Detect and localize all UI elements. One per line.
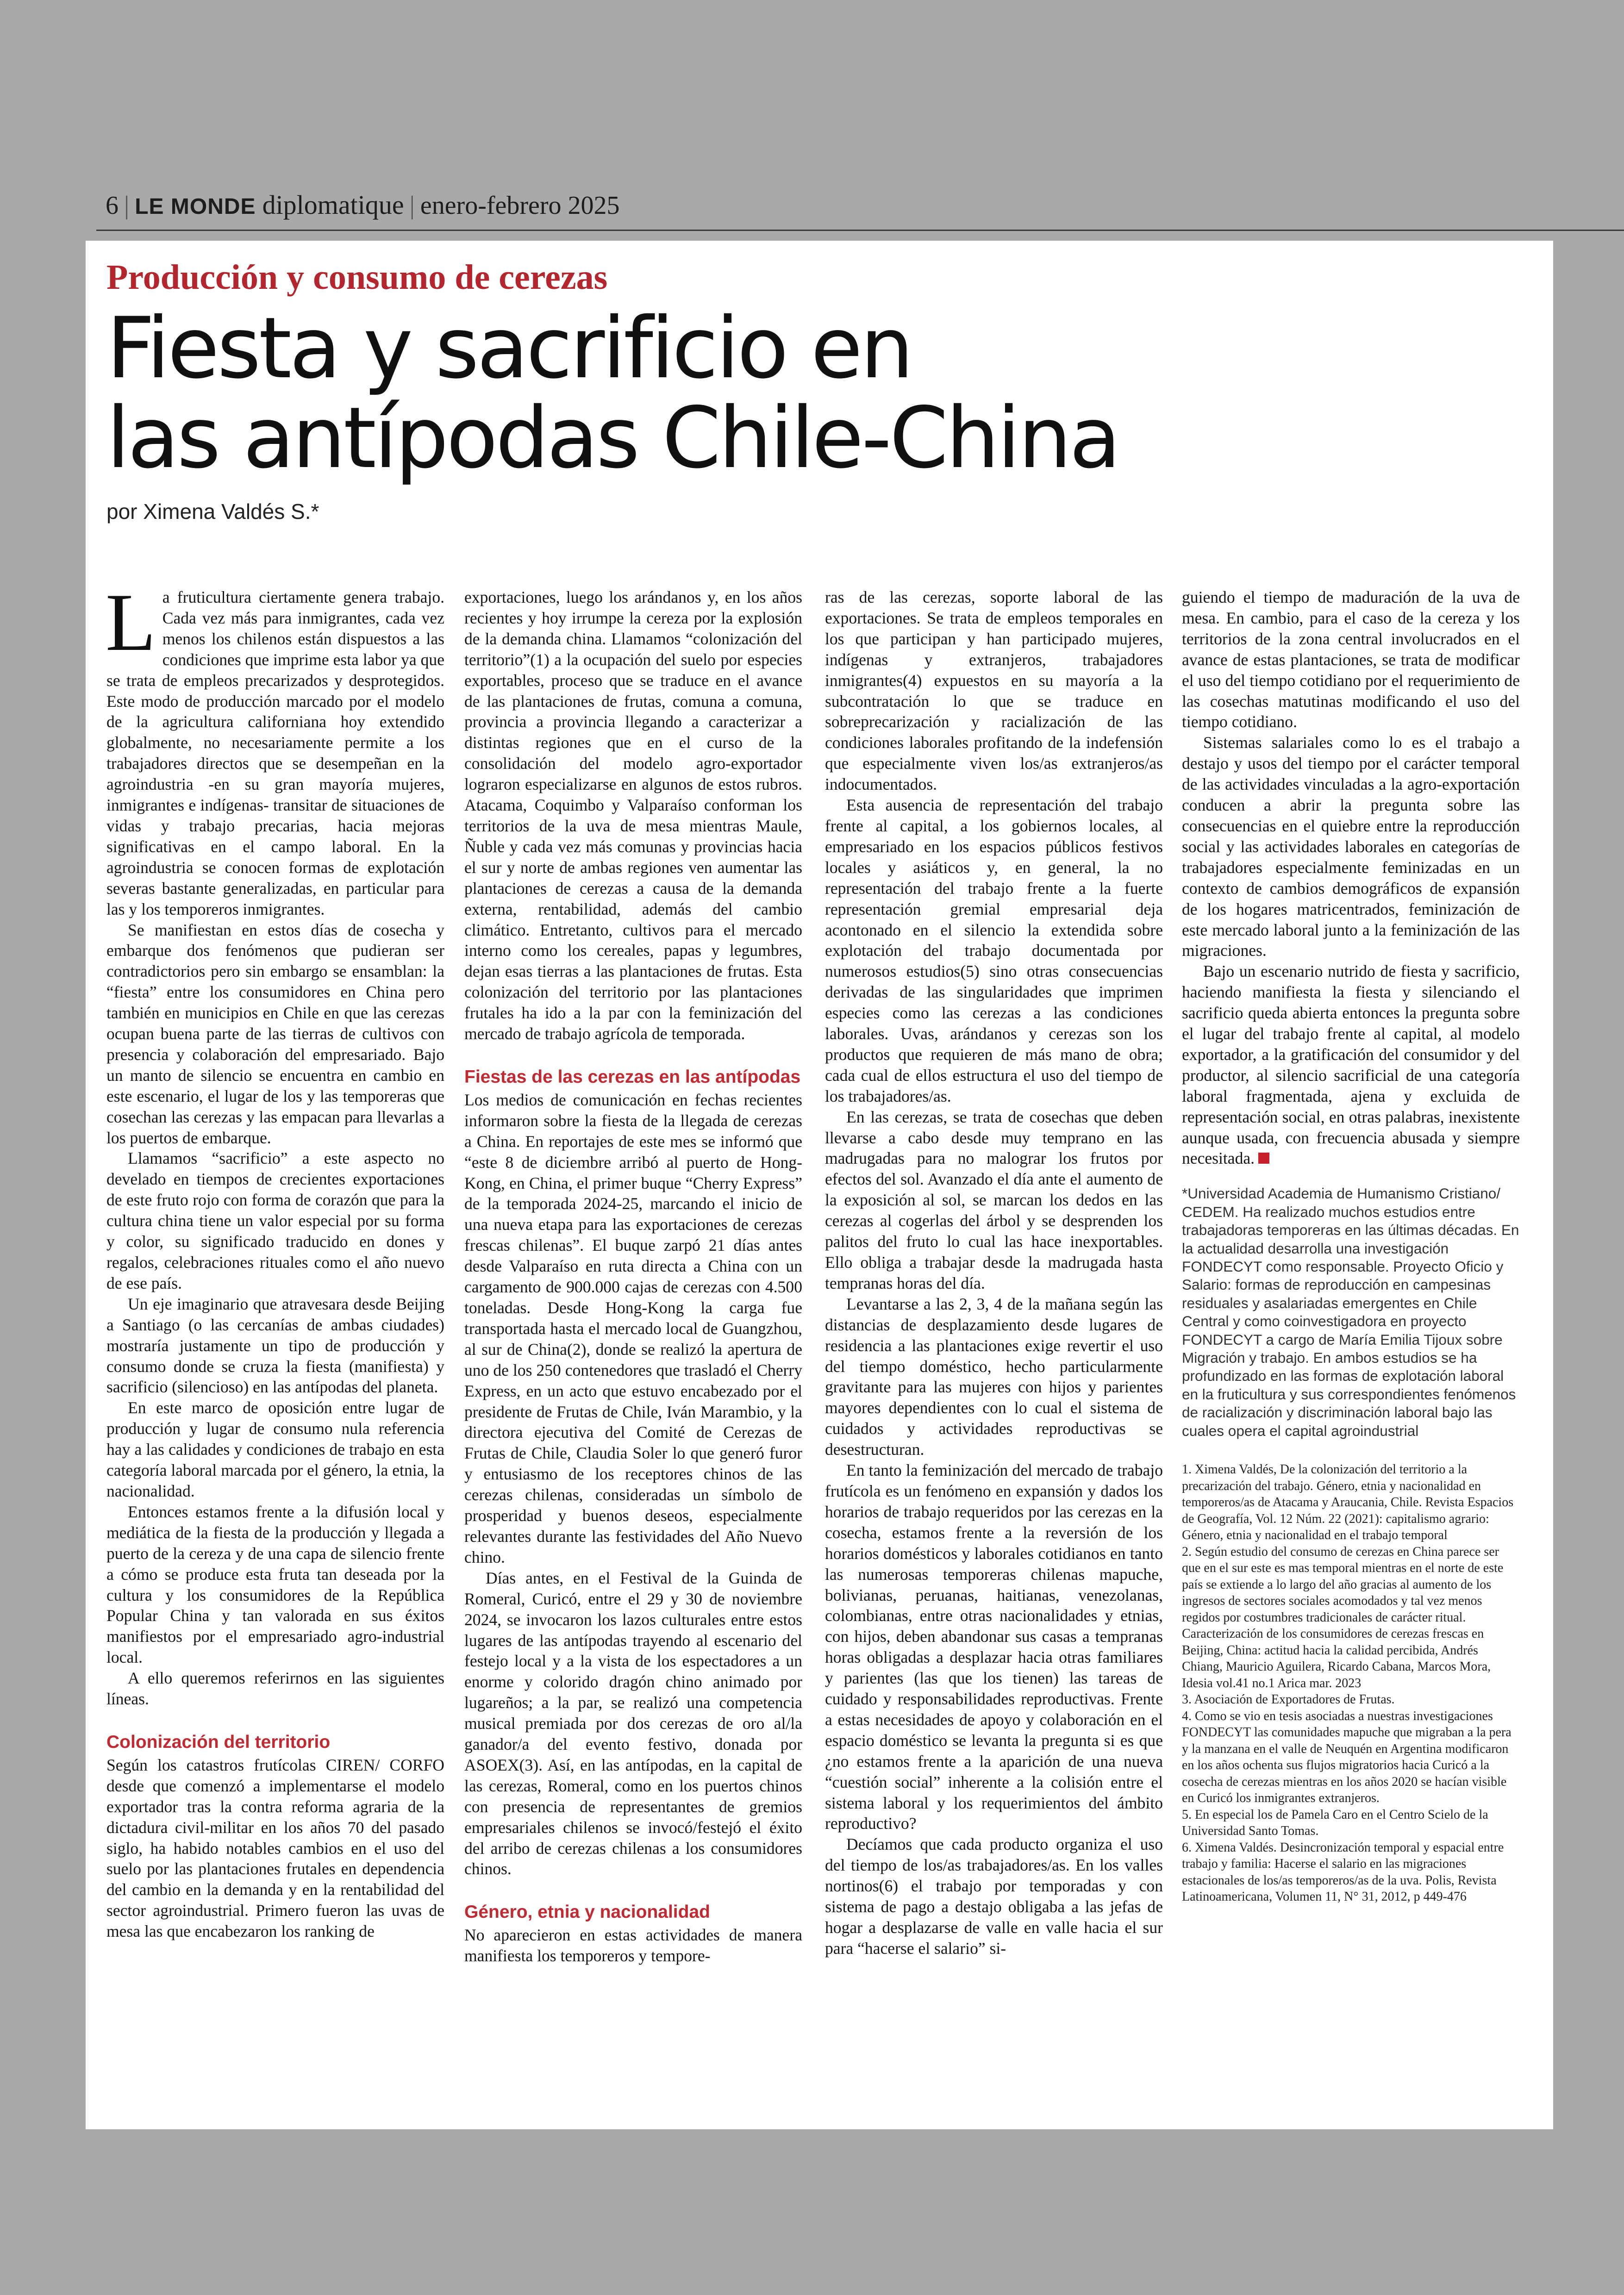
paragraph: Esta ausencia de representación del trabajo frente al capital, a los gobiernos locales, al empresariado en los espacios públicos festivos locales y asiáticos y, en general, la no representación del trabajo frente a la fuerte representación gremial empresarial deja acontonado en el silencio la extendida sobre explotación del trabajo documentada por numerosos estudios(5) sino otras consecuencias derivadas de las singularidades que imprimen especies como las cerezas a las condiciones laborales. Uvas, arándanos y cerezas son los productos que requieren de más mano de obra; cada cual de ellos estructura el uso del tiempo de los trabajadores/as. [825, 796, 1163, 1105]
paragraph: Levantarse a las 2, 3, 4 de la mañana según las distancias de desplazamiento desde lugares de residencia a las plantaciones exige revertir el uso del tiempo doméstico, hecho particularmente gravitante para las mujeres con hijos y parientes mayores dependientes con lo cual el sistema de cuidados y actividades reproductivas se desestructuran. [825, 1294, 1163, 1459]
masthead-brand-suffix: diplomatique [262, 190, 404, 220]
paragraph: Sistemas salariales como lo es el trabajo a destajo y usos del tiempo por el carácter temporal de las actividades vinculadas a la agro-exportación conducen a abrir la pregunta sobre las consecuencias en el quiebre entre la reproducción social y las actividades laborales en categorías de trabajadores especialmente feminizadas en un contexto de cambios demográficos de expansión de los hogares matricentrados, feminización de este mercado laboral junto a la feminización de las migraciones. [1182, 733, 1520, 960]
paragraph: En este marco de oposición entre lugar de producción y lugar de consumo nula referencia hay a las calidades y condiciones de trabajo en esta categoría laboral marcada por el género, la etnia, la nacionalidad. [106, 1398, 444, 1500]
paragraph: ras de las cerezas, soporte laboral de las exportaciones. Se trata de empleos temporales en los que participan y han participado mujeres, indígenas y extranjeros, trabajadores inmigrantes(4) expuestos en su mayoría a la subcontratación lo que se traduce en sobreprecarización y racialización de las condiciones laborales profitando de la indefensión que especialmente viven los/as extranjeros/as indocumentados. [825, 588, 1163, 794]
article-column-3 [825, 587, 1163, 1959]
issue-date: enero-febrero 2025 [420, 191, 620, 220]
footnote: 2. Según estudio del consumo de cerezas en China parece ser que en el sur este es mas temporal mientras en el norte de este país se extiende a lo largo del año gracias al aumento de los ingresos de sectores sociales acomodados y tal vez menos regidos por costumbres tradicionales de carácter ritual. Caracterización de los consumidores de cerezas frescas en Beijing, China: actitud hacia la calidad percibida, Andrés Chiang, Mauricio Aguilera, Ricardo Cabana, Marcos Mora, Idesia vol.41 no.1 Arica mar. 2023 [1182, 1544, 1504, 1690]
paragraph: Días antes, en el Festival de la Guinda de Romeral, Curicó, entre el 29 y 30 de noviembre 2024, se invocaron los lazos culturales entre estos lugares de las antípodas trayendo al escenario del festejo local y a la vista de los espectadores a un enorme y colorido dragón chino animado por lugareños; a la par, se realizó una competencia musical premiada por dos cerezas de oro al/la ganador/a del evento festivo, donada por ASOEX(3). Así, en las antípodas, en la capital de las cerezas, Romeral, como en los puertos chinos con presencia de representantes de gremios empresariales chilenos se invocó/festejó el éxito del arribo de cerezas chilenas a los consumidores chinos. [464, 1568, 802, 1878]
section-subheading: Género, etnia y nacionalidad [464, 1902, 710, 1922]
article-title [106, 299, 1119, 487]
masthead-separator: | [409, 191, 415, 220]
article-title-line-2: las antípodas Chile-China [106, 389, 1119, 487]
paragraph: No aparecieron en estas actividades de manera manifiesta los temporeros y tempore- [464, 1926, 802, 1965]
masthead [106, 189, 620, 223]
section-subheading: Colonización del territorio [106, 1732, 331, 1752]
footnote: 3. Asociación de Exportadores de Frutas. [1182, 1692, 1395, 1707]
paragraph [1182, 961, 1520, 1169]
paragraph-text: Bajo un escenario nutrido de fiesta y sacrificio, haciendo manifiesta la fiesta y silenciando el sacrificio queda abierta entonces la pregunta sobre el lugar del trabajo frente al capital, al modelo exportador, a la gratificación del consumidor y del productor, al silencio sacrificial de una categoría laboral fragmentada, ajena y excluida de representación social, en otras palabras, inexistente aunque usada, con frecuencia abusada y siempre necesitada. [1182, 962, 1520, 1168]
paragraph: Decíamos que cada producto organiza el uso del tiempo de los/as trabajadores/as. En los valles nortinos(6) el trabajo por temporadas y con sistema de pago a destajo obligaba a las jefas de hogar a desplazarse de valle en valle hacia el sur para “hacerse el salario” si- [825, 1835, 1163, 1958]
paragraph: guiendo el tiempo de maduración de la uva de mesa. En cambio, para el caso de la cereza y los territorios de la zona central involucrados en el avance de estas plantaciones, se trata de modificar el uso del tiempo cotidiano por el requerimiento de las cosechas matutinas modificando el uso del tiempo cotidiano. [1182, 588, 1520, 731]
page-number: 6 [106, 191, 119, 220]
paragraph: Se manifiestan en estos días de cosecha y embarque dos fenómenos que pudieran ser contradictorios pero sin embargo se ensamblan: la “fiesta” entre los consumidores en China pero también en municipios en Chile en que las cerezas ocupan buena parte de las tierras de cultivos con presencia y colaboración del empresariado. Bajo un manto de silencio se encuentra en cambio en este escenario, el lugar de los y las temporeras que cosechan las cerezas y las empacan para llevarlas a los puertos de embarque. [106, 920, 444, 1147]
footnote: 6. Ximena Valdés. Desincronización temporal y espacial entre trabajo y familia: Hacerse el salario en las migraciones estacionales de los/as temporeros/as de la uva. Polis, Revista Latinoamericana, Volumen 11, N° 31, 2012, p 449-476 [1182, 1840, 1504, 1904]
article-column-1 [106, 576, 444, 1942]
paragraph: En tanto la feminización del mercado de trabajo frutícola es un fenómeno en expansión y dados los horarios de trabajo requeridos por las cerezas en la cosecha, estamos frente a la reversión de los horarios domésticos y laborales cotidianos en tanto las numerosas temporeras chilenas mapuche, bolivianas, peruanas, haitianas, venezolanas, colombianas, entre otras nacionalidades y etnias, con hijos, deben abandonar sus casas a tempranas horas obligadas a desplazar hacia otras familiares y parientes (las que los tienen) las tareas de cuidado y responsabilidades reproductivas. Frente a estas necesidades de apoyo y colaboración en el espacio doméstico se levanta la pregunta si es que ¿no estamos frente a la aparición de una nueva “cuestión social” inherente a la colisión entre el sistema laboral y los requerimientos del ámbito reproductivo? [825, 1461, 1163, 1833]
footnotes [1182, 1461, 1520, 1905]
paragraph: exportaciones, luego los arándanos y, en los años recientes y hoy irrumpe la cereza por la explosión de la demanda china. Llamamos “colonización del territorio”(1) a la ocupación del suelo por especies exportables, proceso que se traduce en el avance de las plantaciones de frutas, comuna a comuna, provincia a provincia llegando a caracterizar a distintas regiones que en el curso de la consolidación del modelo agro-exportador lograron especializarse en algunos de estos rubros. Atacama, Coquimbo y Valparaíso conforman los territorios de la uva de mesa mientras Maule, Ñuble y cada vez más comunas y provincias hacia el sur y norte de ambas regiones ven aumentar las plantaciones de cerezas a causa de la demanda externa, rentabilidad, además del cambio climático. Entretanto, cultivos para el mercado interno como los cereales, papas y legumbres, dejan esas tierras a las plantaciones de frutas. Esta colonización del territorio por las plantaciones frutales ha ido a la par con la feminización del mercado de trabajo agrícola de temporada. [464, 588, 802, 1043]
article-column-2 [464, 587, 802, 1966]
paragraph-text: a fruticultura ciertamente genera trabajo. Cada vez más para inmigrantes, cada vez menos los chilenos están dispuestos a las condiciones que imprime esta labor ya que se trata de empleos precarizados y desprotegidos. Este modo de producción marcado por el modelo de la agricultura californiana hoy extendido globalmente, no necesariamente permite a los trabajadores directos que se desempeñan en la agroindustria -en su gran mayoría mujeres, inmigrantes e indígenas- transitar de situaciones de vidas y trabajo precarias, hacia mejoras significativas en el campo laboral. En la agroindustria se conocen formas de explotación severas bastante generalizadas, en particular para las y los temporeros inmigrantes. [106, 588, 444, 918]
masthead-separator: | [124, 191, 130, 220]
paragraph: A ello queremos referirnos en las siguientes líneas. [106, 1669, 444, 1709]
drop-cap: L [106, 576, 156, 668]
paragraph: Los medios de comunicación en fechas recientes informaron sobre la fiesta de la llegada de cerezas a China. En reportajes de este mes se informó que “este 8 de diciembre arribó al puerto de Hong-Kong, en China, el primer buque “Cherry Express” de la temporada 2024-25, marcando el inicio de una nueva etapa para las exportaciones de cerezas frescas chilenas”. El buque zarpó 21 días antes desde Valparaíso en ruta directa a China con un cargamento de 900.000 cajas de cerezas con 4.500 toneladas. Desde Hong-Kong la carga fue transportada hasta el mercado local de Guangzhou, al sur de China(2), donde se realizó la apertura de uno de los 250 contenedores que trasladó el Cherry Express, en un acto que estuvo encabezado por el presidente de Frutas de Chile, Iván Marambio, y la directora ejecutiva del Comité de Cerezas de Frutas de Chile, Claudia Soler lo que generó furor y entusiasmo de los receptores chinos de las cerezas chilenas, consideradas un símbolo de prosperidad y buenos deseos, especialmente relevantes durante las festividades del Año Nuevo chino. [464, 1090, 802, 1566]
paragraph [106, 576, 444, 920]
footnote: 5. En especial los de Pamela Caro en el Centro Scielo de la Universidad Santo Tomas. [1182, 1807, 1488, 1839]
paragraph: Un eje imaginario que atravesara desde Beijing a Santiago (o las cercanías de ambas ciudades) mostraría justamente un tipo de producción y consumo donde se cruza la fiesta (manifiesta) y sacrificio (silencioso) en las antípodas del planeta. [106, 1294, 444, 1397]
paragraph: Entonces estamos frente a la difusión local y mediática de la fiesta de la producción y llegada a puerto de la cereza y de una capa de silencio frente a cómo se produce esta fruta tan deseada por la cultura y los consumidores de la República Popular China y tan valorada en sus éxitos manifiestos por el empresariado agro-industrial local. [106, 1502, 444, 1667]
end-mark-icon [1258, 1153, 1269, 1164]
masthead-brand: LE MONDE [135, 194, 256, 219]
author-note: *Universidad Academia de Humanismo Cristiano/ CEDEM. Ha realizado muchos estudios entre trabajadoras temporeras en las últimas décadas. En la actualidad desarrolla una investigación FONDECYT como responsable. Proyecto Oficio y Salario: formas de reproducción en campesinas residuales y asalariadas emergentes en Chile Central y como coinvestigadora en proyecto FONDECYT a cargo de María Emilia Tijoux sobre Migración y trabajo. En ambos estudios se ha profundizado en las formas de explotación laboral en la fruticultura y sus correspondientes fenómenos de racialización y discriminación laboral bajo las cuales opera el capital agroindustrial [1182, 1185, 1519, 1439]
paragraph: Llamamos “sacrificio” a este aspecto no develado en tiempos de crecientes exportaciones de este fruto rojo con forma de corazón que para la cultura china tiene un valor especial por su forma y color, su significado traducido en dones y regalos, celebraciones rituales como el año nuevo de ese país. [106, 1149, 444, 1292]
article-kicker: Producción y consumo de cerezas [106, 258, 608, 297]
article-column-4 [1182, 587, 1520, 1905]
byline: por Ximena Valdés S.* [106, 499, 319, 524]
article-title-line-1: Fiesta y sacrificio en [106, 299, 912, 397]
footnote: 4. Como se vio en tesis asociadas a nuestras investigaciones FONDECYT las comunidades mapuche que migraban a la pera y la manzana en el valle de Neuquén en Argentina modificaron en los años ochenta sus flujos migratorios hacia Curicó a la cosecha de cerezas mientras en los años 2020 se hacían visible en Curicó los inmigrantes extranjeros. [1182, 1709, 1512, 1806]
footnote: 1. Ximena Valdés, De la colonización del territorio a la precarización del trabajo. Género, etnia y nacionalidad en temporeros/as de Atacama y Araucania, Chile. Revista Espacios de Geografía, Vol. 12 Núm. 22 (2021): capitalismo agrario: Género, etnia y nacionalidad en el trabajo temporal [1182, 1462, 1514, 1543]
section-subheading: Fiestas de las cerezas en las antípodas [464, 1066, 801, 1087]
paragraph: En las cerezas, se trata de cosechas que deben llevarse a cabo desde muy temprano en las madrugadas para no malograr los frutos por efectos del sol. Avanzado el día ante el aumento de la exposición al sol, se marcan los dedos en las cerezas al cogerlas del árbol y se desprenden los palitos del fruto lo cual las hace inexportables. Ello obliga a trabajar desde la madrugada hasta tempranas horas del día. [825, 1107, 1163, 1292]
masthead-rule [96, 230, 1624, 231]
paragraph: Según los catastros frutícolas CIREN/ CORFO desde que comenzó a implementarse el modelo exportador tras la contra reforma agraria de la dictadura civil-militar en los años 70 del pasado siglo, ha habido notables cambios en el uso del suelo por las plantaciones frutales en dependencia del cambio en la demanda y en la rentabilidad del sector agroindustrial. Primero fueron las uvas de mesa las que encabezaron los ranking de [106, 1755, 444, 1941]
